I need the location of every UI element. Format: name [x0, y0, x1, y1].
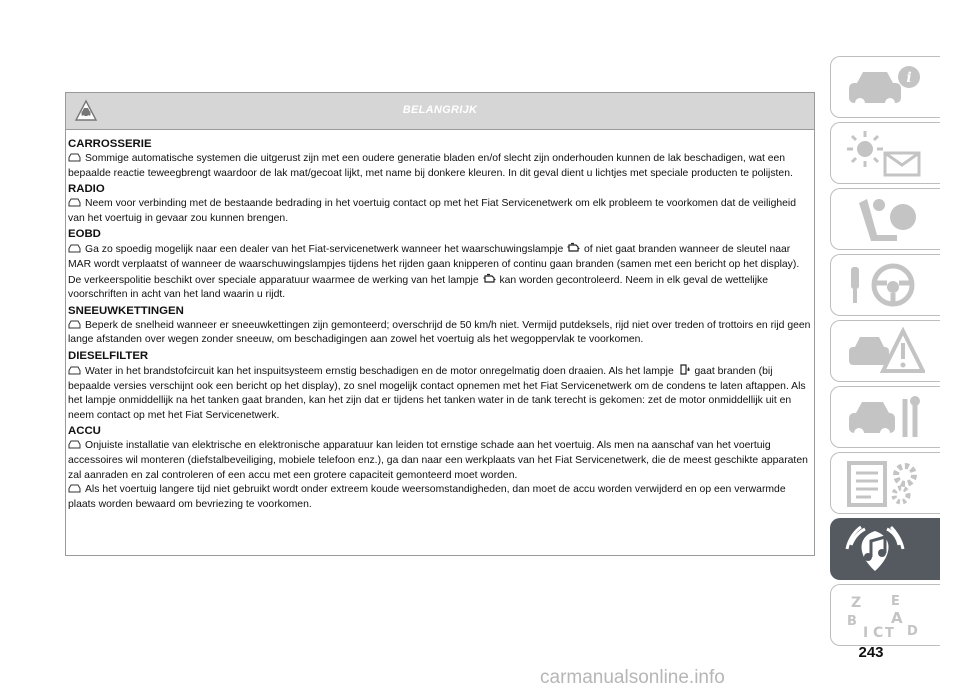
index-letter: C	[873, 625, 884, 641]
index-letter: A	[891, 609, 903, 627]
tab-steering[interactable]	[830, 254, 940, 316]
paragraph-text: Beperk de snelheid wanneer er sneeuwkettingen zijn gemonteerd; overschrijd de 50 km/h niet. Vermijd putdeksels, rijd niet over treden of trottoirs en rijd geen lange afstanden over wegen zonder sneeuw, om beschadigingen aan zowel het voertuig als het wegoppervlak te voorkomen.	[68, 319, 811, 346]
engine-warning-icon	[483, 273, 496, 284]
index-letter: I	[863, 625, 869, 641]
tab-multimedia[interactable]	[830, 518, 940, 580]
car-bullet-icon	[68, 440, 81, 449]
water-in-fuel-icon	[678, 364, 691, 375]
paragraph-text: Water in het brandstofcircuit kan het inspuitsysteem ernstig beschadigen en de motor onregelmatig doen draaien. Als het lampje	[85, 365, 674, 377]
section-heading: RADIO	[68, 183, 105, 196]
paragraph	[68, 319, 812, 348]
section-radio	[68, 181, 812, 226]
index-letter: E	[891, 594, 900, 609]
paragraph-text: gaat branden (bij bepaalde versies verschijnt ook een bericht op het display), zo snel mogelijk contact opnemen met het Fiat Servicenetwerk om de condens te laten aftappen. Als het lampje onmiddellijk na het tanken gaat branden, kan het zijn dat er tijdens het tanken water in de tank terecht is gekomen: zet de motor onmiddellijk uit en neem contact op met het Fiat Servicenetwerk.	[68, 365, 806, 421]
car-info-icon	[845, 63, 925, 113]
svg-text:i: i	[906, 70, 912, 86]
paragraph-text: Als het voertuig langere tijd niet gebruikt wordt onder extreem koude weersomstandigheden, dan moet de accu worden verwijderd en op een verwarmde plaats worden bewaard om bevriezing te voorkomen.	[68, 484, 786, 510]
paragraph	[68, 364, 812, 423]
paragraph-text: Sommige automatische systemen die uitgerust zijn met een oudere generatie bladen en/of slecht zijn onderhouden kunnen de lak beschadigen, wat een bepaalde reactie teweegbrengt waardoor de lak mat/gecoat lijkt, met name bij donkere kleuren. In dit geval dient u lichtjes met speciale producten te polijsten.	[68, 153, 793, 179]
tab-technical-data[interactable]	[830, 452, 940, 514]
tab-warning-lights[interactable]	[830, 122, 940, 184]
car-bullet-icon	[68, 320, 81, 329]
section-heading: CARROSSERIE	[68, 138, 152, 150]
section-heading: DIESELFILTER	[68, 349, 149, 362]
paragraph	[68, 152, 812, 181]
paragraph	[68, 483, 812, 512]
tab-car-service[interactable]	[830, 386, 940, 448]
technical-data-icon	[845, 459, 925, 509]
car-bullet-icon	[68, 484, 81, 493]
car-bullet-icon	[68, 244, 81, 253]
index-letter: T	[885, 626, 894, 641]
section-accu	[68, 423, 812, 512]
airbag-seat-icon	[845, 195, 925, 245]
paragraph-text: Onjuiste installatie van elektrische en elektronische apparatuur kan leiden tot ernstige schade aan het voertuig. Als men na aanschaf van het voertuig accessoires wil monteren (diefstalbeveiliging, mobiele telefoon enz.), ga dan naar een werkplaats van het Fiat Servicenetwerk, die de meest geschikte apparaten zal aanraden en zal controleren of een accu met een grotere capaciteit gemonteerd moet worden.	[68, 440, 808, 481]
warning-lights-icon	[845, 129, 925, 179]
notice-content	[66, 130, 814, 512]
car-bullet-icon	[68, 153, 81, 162]
tab-index[interactable]	[830, 584, 940, 646]
paragraph	[68, 242, 812, 302]
important-notice-box	[65, 92, 815, 556]
index-letter: D	[907, 624, 918, 639]
notice-header	[66, 93, 814, 130]
paragraph-text: kan worden gecontroleerd. Neem in elk geval de wettelijke voorschriften in acht van het land waarin u rijdt.	[68, 274, 769, 301]
multimedia-icon	[845, 525, 925, 575]
page-number: 243	[858, 644, 884, 661]
paragraph-text: of niet gaat branden wanneer de sleutel naar MAR wordt verplaatst of wanneer de waarschuwingslampjes tijdens het rijden gaan knipperen of continu gaan branden (samen met een bericht op het display). De verkeerspolitie beschikt over speciale apparatuur waarmee de werking van het lampje	[68, 244, 800, 286]
section-sneeuwkettingen	[68, 303, 812, 348]
section-dieselfilter	[68, 348, 812, 423]
index-letters-icon	[845, 591, 925, 641]
section-eobd	[68, 226, 812, 302]
section-heading: SNEEUWKETTINGEN	[68, 304, 184, 317]
car-bullet-icon	[68, 198, 81, 207]
watermark: carmanualsonline.info	[540, 667, 725, 688]
section-heading: ACCU	[68, 425, 101, 438]
index-letter: B	[847, 614, 857, 629]
engine-warning-icon	[567, 242, 580, 253]
emergency-triangle-icon	[845, 327, 925, 377]
notice-title: BELANGRIJK	[402, 104, 478, 116]
chapter-tabs	[830, 56, 940, 650]
car-service-icon	[845, 393, 925, 443]
car-bullet-icon	[68, 366, 81, 375]
steering-wheel-icon	[845, 261, 925, 311]
tab-emergency[interactable]	[830, 320, 940, 382]
section-carrosserie	[68, 136, 812, 181]
paragraph	[68, 439, 812, 483]
paragraph	[68, 197, 812, 226]
tab-airbag-seat[interactable]	[830, 188, 940, 250]
tab-car-info[interactable]	[830, 56, 940, 118]
paragraph-text: Neem voor verbinding met de bestaande bedrading in het voertuig contact op met het Fiat Servicenetwerk om elk probleem te voorkomen dat de veiligheid van het voertuig in gevaar zou kunnen brengen.	[68, 198, 797, 224]
section-heading: EOBD	[68, 228, 101, 241]
index-letter: Z	[851, 595, 862, 611]
paragraph-text: Ga zo spoedig mogelijk naar een dealer van het Fiat-servicenetwerk wanneer het waarschuwingslampje	[85, 244, 564, 256]
